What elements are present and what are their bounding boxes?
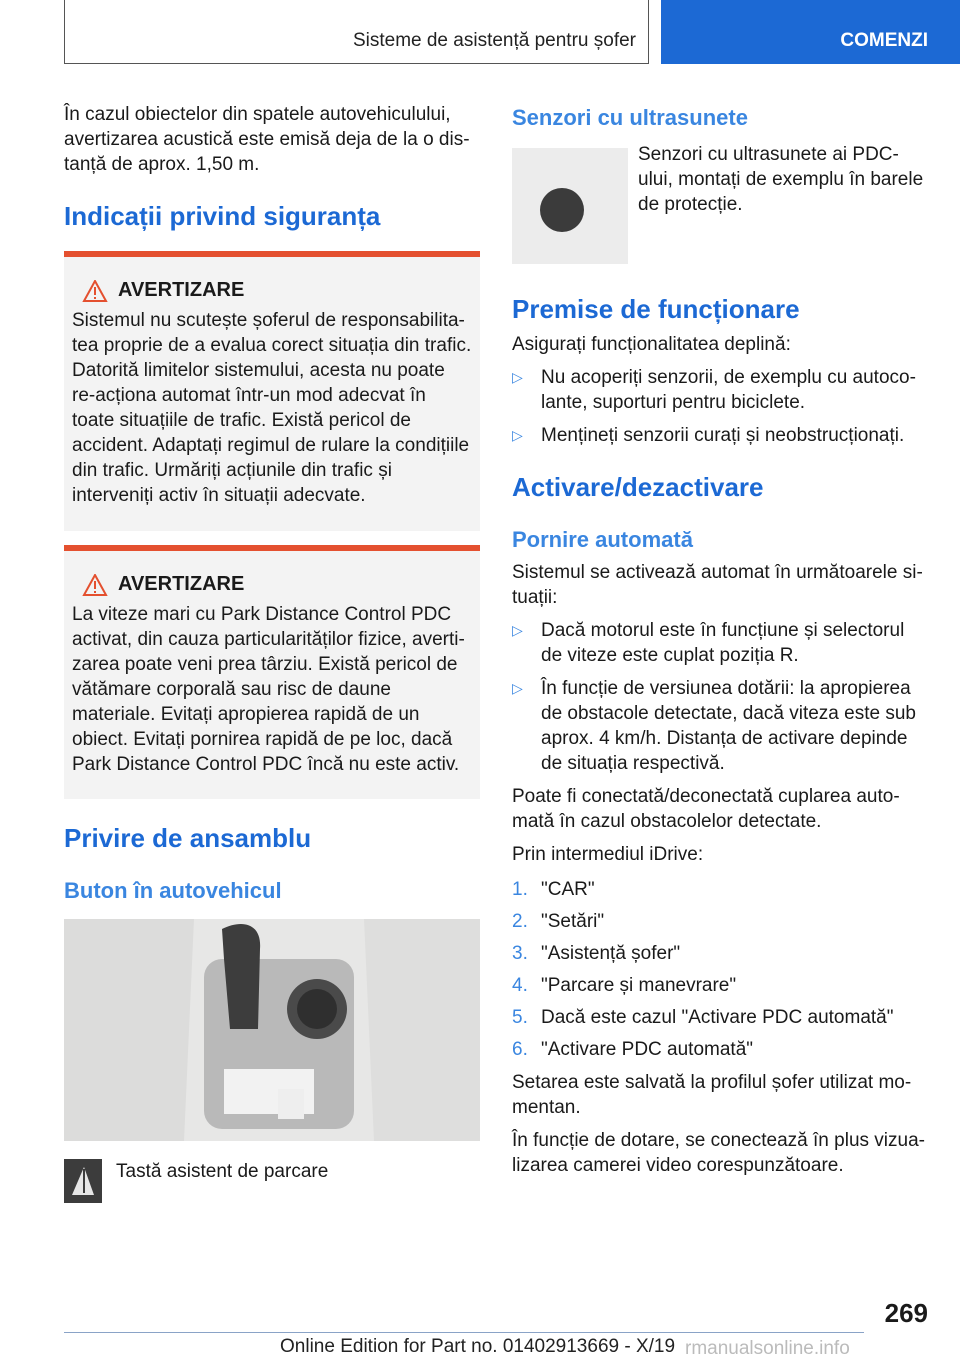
warning-box-2: [64, 545, 480, 799]
list-item: ▷ Nu acoperiți senzorii, de exemplu cu autoco‐lante, suporturi pentru biciclete.: [512, 367, 916, 413]
right-column: [512, 104, 928, 1178]
auto-intro: Sistemul se activează automat în următoarele si‐tuații:: [512, 562, 923, 608]
step-item: 5. Dacă este cazul "Activare PDC automată": [512, 1007, 894, 1028]
idrive-text: Prin intermediul iDrive:: [512, 844, 704, 865]
step-item: 2. "Setări": [512, 911, 605, 932]
step-item: 1. "CAR": [512, 879, 595, 900]
prereq-intro: Asigurați funcționalitatea deplină:: [512, 334, 791, 355]
connect-text: Poate fi conectată/deconectată cuplarea auto‐mată în cazul obstacolelor detectate.: [512, 786, 900, 832]
warning-label: AVERTIZARE: [118, 573, 245, 595]
step-item: 6. "Activare PDC automată": [512, 1039, 754, 1060]
sensors-heading: Senzori cu ultrasunete: [512, 105, 748, 130]
auto-heading: Pornire automată: [512, 527, 693, 552]
warning-label: AVERTIZARE: [118, 279, 245, 301]
bullet-triangle-icon: ▷: [512, 622, 523, 638]
prereq-heading: Premise de funcționare: [512, 294, 800, 324]
bullet-triangle-icon: ▷: [512, 680, 523, 696]
center-console-image: [64, 919, 480, 1141]
footer-edition: Online Edition for Part no. 01402913669 - X/19: [280, 1336, 676, 1357]
footer-divider: [64, 1332, 864, 1333]
step-item: 4. "Parcare și manevrare": [512, 975, 737, 996]
steps-list: [512, 877, 928, 1062]
list-item: ▷ Mențineți senzorii curați și neobstrucționați.: [512, 425, 905, 446]
list-item: ▷ Dacă motorul este în funcțiune și selectorul de viteze este cuplat poziția R.: [512, 620, 905, 666]
warning-box-1: [64, 251, 480, 531]
intro-paragraph: În cazul obiectelor din spatele autovehiculului, avertizarea acustică este emisă deja de la o dis‐tanță de aprox. 1,50 m.: [64, 104, 470, 175]
watermark: rmanualsonline.info: [685, 1338, 850, 1359]
warning-text: Sistemul nu scutește șoferul de responsabilita‐tea proprie de a evalua corect situația din trafic. Datorită limitelor sistemului, acesta nu poate re‐acționa automat într-un mod adecvat în toate situațiile de trafic. Există pericol de accident. Adaptați regimul de rulare la condițiile din trafic. Urmăriți acțiunile din trafic și interveniți activ în situații adecvate.: [72, 310, 472, 506]
warning-text: La viteze mari cu Park Distance Control PDC activat, din cauza particularităților fizice, averti‐zarea poate veni prea târziu. Există pericol de vătămare corporală sau risc de daune materiale. Evitați apropierea rapidă de un obiect. Evitați pornirea rapidă de pe loc, dacă Park Distance Control PDC încă nu este activ.: [72, 604, 465, 775]
warning-triangle-icon: [80, 574, 110, 596]
section-title: Sisteme de asistență pentru șofer: [352, 30, 636, 51]
bullet-triangle-icon: ▷: [512, 427, 523, 443]
list-item: ▷ În funcție de versiunea dotării: la apropierea de obstacole detectate, dacă viteza este sub aprox. 4 km/h. Distanța de activare depinde de situația respectivă.: [512, 678, 916, 774]
page-number: 269: [884, 1298, 928, 1328]
button-caption: Tastă asistent de parcare: [116, 1161, 329, 1182]
step-item: 3. "Asistență șofer": [512, 943, 681, 964]
warning-triangle-icon: [80, 280, 110, 302]
bullet-triangle-icon: ▷: [512, 369, 523, 385]
button-legend: [64, 1159, 480, 1203]
ultrasonic-sensor-image: [512, 148, 628, 264]
header-section-box: [64, 0, 649, 64]
saved-text: Setarea este salvată la profilul șofer utilizat mo‐mentan.: [512, 1072, 912, 1118]
chapter-tab[interactable]: [661, 0, 960, 64]
sensors-text: Senzori cu ultrasunete ai PDC-ului, montați de exemplu în barele de protecție.: [638, 144, 924, 215]
safety-heading: Indicații privind siguranța: [64, 201, 381, 231]
activation-heading: Activare/dezactivare: [512, 472, 764, 502]
parking-assist-button-icon: [64, 1159, 102, 1203]
camera-text: În funcție de dotare, se conectează în plus vizua‐lizarea camerei video corespunzătoare.: [512, 1130, 925, 1176]
overview-heading: Privire de ansamblu: [64, 823, 312, 853]
button-heading: Buton în autovehicul: [64, 878, 282, 903]
left-column: [64, 102, 480, 1203]
chapter-tab-label: COMENZI: [840, 30, 928, 51]
